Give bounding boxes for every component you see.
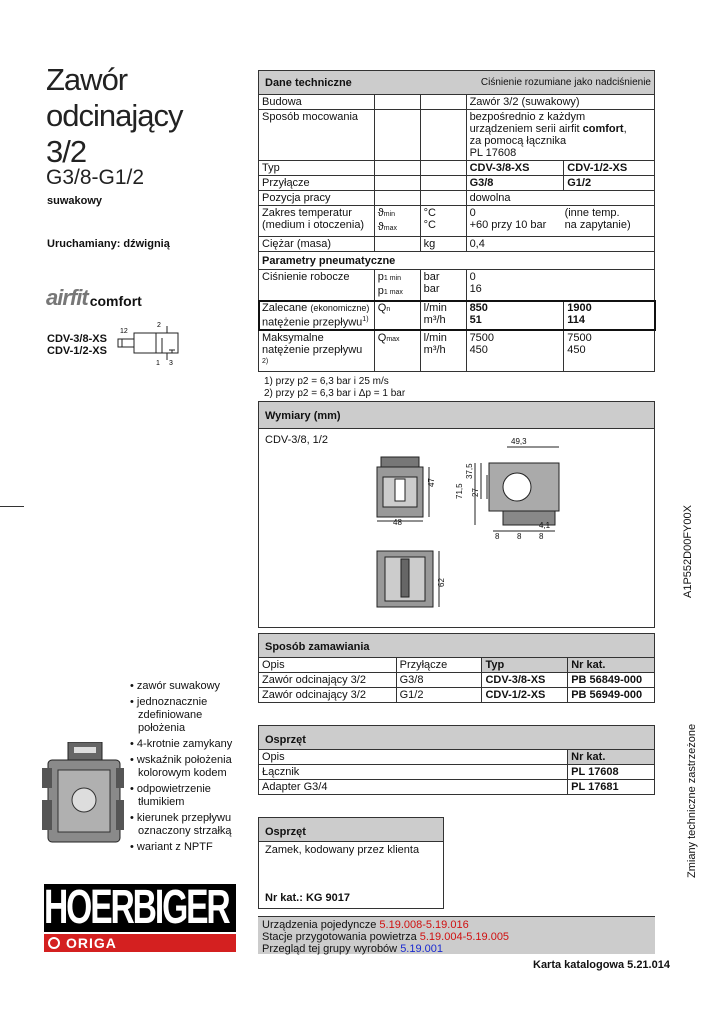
hoerbiger-logo: HOERBIGER xyxy=(44,884,236,932)
link-overview[interactable]: 5.19.001 xyxy=(400,943,444,955)
side-note: Zmiany techniczne zastrzeżone xyxy=(686,723,698,878)
row-cisnienie: Ciśnienie robocze p1 min p1 max bar bar 0 16 xyxy=(259,270,655,301)
footnotes: 1) przy p2 = 6,3 bar i 25 m/s 2) przy p2 = 6,3 bar i Δp = 1 bar xyxy=(264,376,406,399)
tech-header: Dane techniczne Ciśnienie rozumiane jako nadciśnienie xyxy=(259,71,655,95)
product-image xyxy=(42,742,124,846)
catalog-number: Karta katalogowa 5.21.014 xyxy=(533,959,670,971)
order-header: Sposób zamawiania xyxy=(258,633,655,658)
svg-text:3: 3 xyxy=(169,360,173,367)
table-row: Zawór odcinający 3/2 G3/8 CDV-3/8-XS PB 56849-000 xyxy=(259,673,655,688)
row-zalecane: Zalecane (ekonomiczne) natężenie przepływu$^{1)}$ Qn l/min m³/h 850 51 1900 114 xyxy=(259,301,655,331)
row-ciezar: Ciężar (masa) kg 0,4 xyxy=(259,237,655,252)
table-row: Łącznik PL 17608 xyxy=(259,765,655,780)
feature-list xyxy=(130,680,242,857)
tech-data-table xyxy=(258,70,655,372)
row-typ: Typ CDV-3/8-XS CDV-1/2-XS xyxy=(259,161,655,176)
list-item: • kierunek przepływu oznaczony strzałką xyxy=(130,812,232,837)
row-przylacze: Przyłącze G3/8 G1/2 xyxy=(259,176,655,191)
valve-symbol-icon xyxy=(112,318,184,368)
page-title: Zawór odcinający 3/2 xyxy=(46,62,183,169)
related-products: Urządzenia pojedyncze 5.19.008-5.19.016 Stacje przygotowania powietrza 5.19.004-5.19.005 Przegląd tej grupy wyrobów 5.19.001 xyxy=(258,916,655,954)
accessories-table: Opis Nr kat. Łącznik PL 17608 Adapter G3/4 PL 17681 xyxy=(258,749,655,795)
origa-logo: ORIGA xyxy=(44,934,236,952)
row-maksymalne: Maksymalne natężenie przepływu $^{2)}$ Qmax l/min m³/h 7500 450 7500 450 xyxy=(259,330,655,372)
accessories2-panel: Zamek, kodowany przez klienta Nr kat.: KG 9017 xyxy=(258,841,444,909)
size-range: G3/8-G1/2 xyxy=(46,166,145,189)
row-pozycja: Pozycja pracy dowolna xyxy=(259,191,655,206)
dimensions-caption: CDV-3/8, 1/2 xyxy=(265,434,328,446)
link-single-units[interactable]: 5.19.008-5.19.016 xyxy=(379,919,469,931)
svg-text:2: 2 xyxy=(157,322,161,329)
list-item: • 4-krotnie zamykany xyxy=(130,738,233,750)
row-temperatura: Zakres temperatur (medium i otoczenia) ϑmin ϑmax °C °C 0 +60 przy 10 bar (inne temp. na zapytanie) xyxy=(259,206,655,237)
pneumatic-header: Parametry pneumatyczne xyxy=(259,252,655,270)
airfit-comfort-logo: airfit comfort xyxy=(46,285,142,310)
document-code: A1P552D00FY00X xyxy=(682,505,694,598)
list-item: • odpowietrzenie tłumikiem xyxy=(130,783,211,808)
table-row: Adapter G3/4 PL 17681 xyxy=(259,780,655,795)
origa-ring-icon xyxy=(48,937,60,949)
dimension-drawing-icon xyxy=(259,429,654,627)
model-list: CDV-3/8-XS CDV-1/2-XS xyxy=(47,333,107,357)
link-air-prep[interactable]: 5.19.004-5.19.005 xyxy=(419,931,510,943)
table-row: Zawór odcinający 3/2 G1/2 CDV-1/2-XS PB 56949-000 xyxy=(259,688,655,703)
list-item: • jednoznacznie zdefiniowane położenia xyxy=(130,696,208,734)
svg-text:12: 12 xyxy=(120,328,128,335)
list-item: • wariant z NPTF xyxy=(130,841,213,853)
svg-text:1: 1 xyxy=(156,360,160,367)
actuation-label: Uruchamiany: dźwignią xyxy=(47,238,170,250)
accessories-header: Osprzęt xyxy=(258,725,655,750)
dimensions-header: Wymiary (mm) xyxy=(258,401,655,429)
row-mocowanie: Sposób mocowania bezpośrednio z każdym urządzeniem serii airfit comfort, za pomocą łącznika PL 17608 xyxy=(259,110,655,161)
list-item: • wskaźnik położenia kolorowym kodem xyxy=(130,754,232,779)
accessories2-header: Osprzęt xyxy=(258,817,444,842)
row-budowa: Budowa Zawór 3/2 (suwakowy) xyxy=(259,95,655,110)
dimensions-panel: CDV-3/8, 1/2 48 47 62 49,3 71,5 37,5 27 4,1 8 8 8 xyxy=(258,428,655,628)
subtitle: suwakowy xyxy=(47,195,103,207)
fold-mark xyxy=(0,506,24,507)
order-table: Opis Przyłącze Typ Nr kat. Zawór odcinający 3/2 G3/8 CDV-3/8-XS PB 56849-000 Zawór odcinający 3/2 G1/2 CDV-1/2-XS PB 56949-000 xyxy=(258,657,655,703)
list-item: • zawór suwakowy xyxy=(130,680,221,692)
